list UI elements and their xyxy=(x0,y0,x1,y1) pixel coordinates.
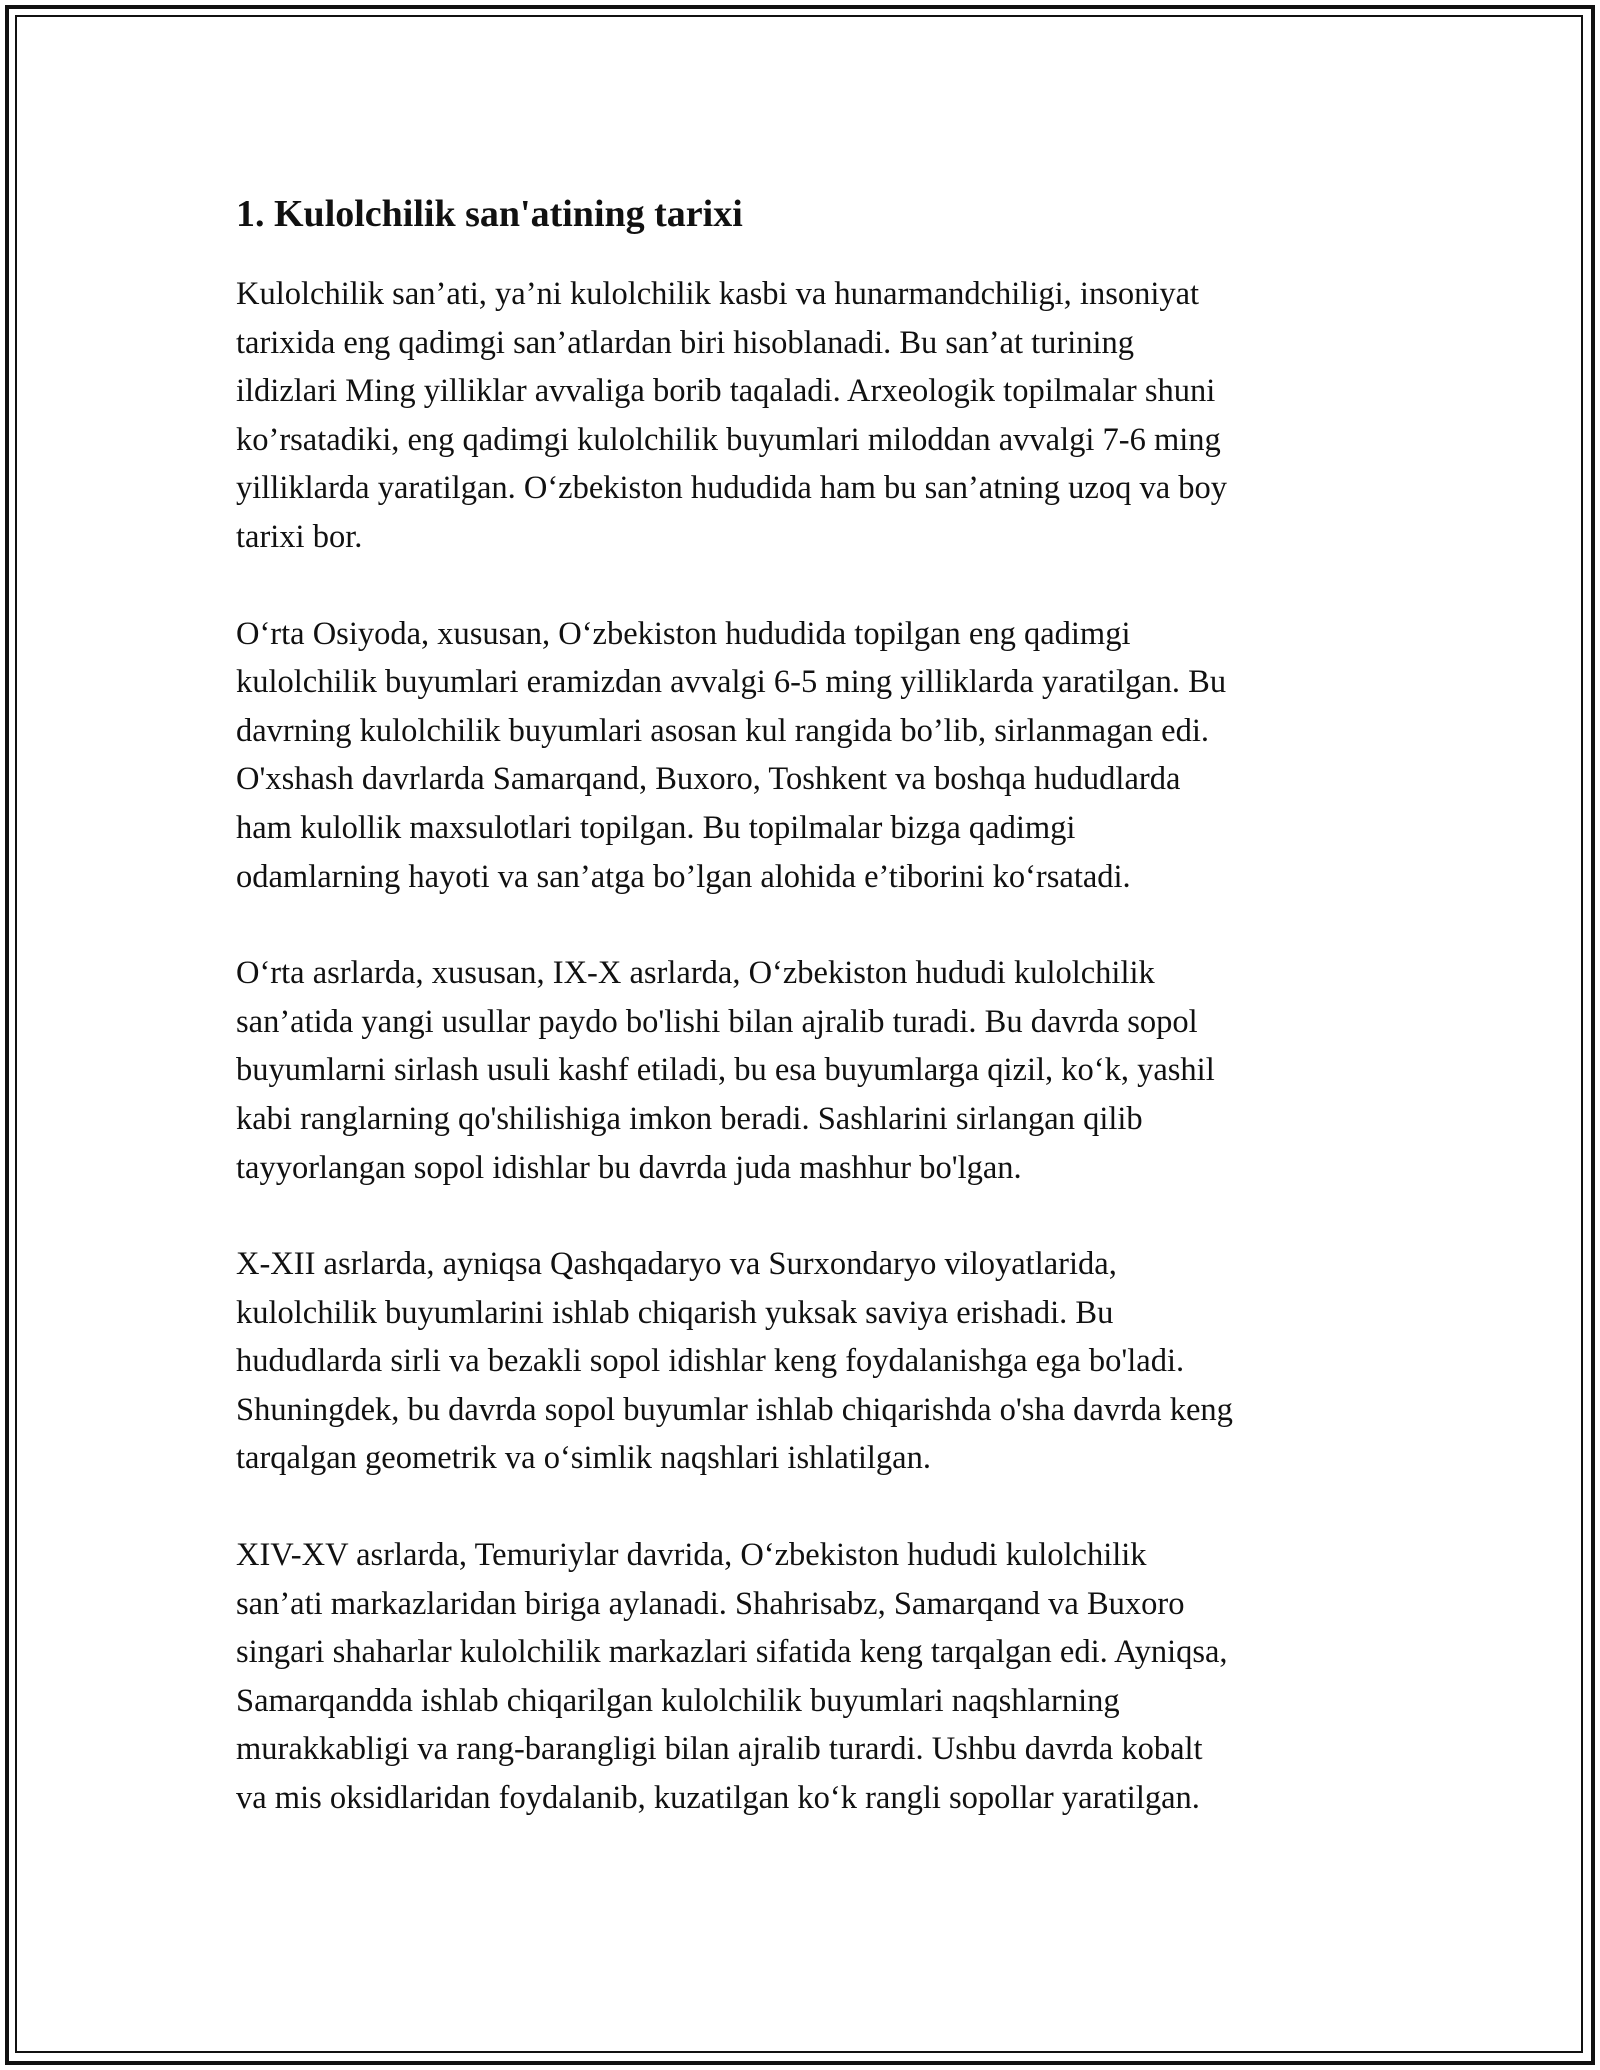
paragraph-2 xyxy=(236,610,1376,902)
text-line: kulolchilik buyumlari eramizdan avvalgi 6-5 ming yilliklarda yaratilgan. Bu xyxy=(236,664,1227,701)
paragraph-4 xyxy=(236,1240,1376,1483)
text-line: san’ati markazlaridan biriga aylanadi. Shahrisabz, Samarqand va Buxoro xyxy=(236,1585,1185,1622)
text-line: kulolchilik buyumlarini ishlab chiqarish yuksak saviya erishadi. Bu xyxy=(236,1294,1114,1331)
text-line: odamlarning hayoti va san’atga bo’lgan alohida e’tiborini ko‘rsatadi. xyxy=(236,858,1131,895)
text-line: O‘rta Osiyoda, xususan, O‘zbekiston hududida topilgan eng qadimgi xyxy=(236,615,1131,652)
paragraph-1 xyxy=(236,270,1376,562)
text-line: hududlarda sirli va bezakli sopol idishlar keng foydalanishga ega bo'ladi. xyxy=(236,1343,1185,1380)
text-line: Samarqandda ishlab chiqarilgan kulolchilik buyumlari naqshlarning xyxy=(236,1682,1120,1719)
text-line: ildizlari Ming yilliklar avvaliga borib taqaladi. Arxeologik topilmalar shuni xyxy=(236,373,1216,410)
text-line: san’atida yangi usullar paydo bo'lishi bilan ajralib turadi. Bu davrda sopol xyxy=(236,1003,1198,1040)
text-line: Kulolchilik san’ati, ya’ni kulolchilik kasbi va hunarmandchiligi, insoniyat xyxy=(236,276,1200,312)
text-line: buyumlarni sirlash usuli kashf etiladi, bu esa buyumlarga qizil, ko‘k, yashil xyxy=(236,1052,1215,1089)
text-line: O‘rta asrlarda, xususan, IX-X asrlarda, O‘zbekiston hududi kulolchilik xyxy=(236,955,1155,992)
text-line: davrning kulolchilik buyumlari asosan kul rangida bo’lib, sirlanmagan edi. xyxy=(236,712,1209,749)
text-line: Shuningdek, bu davrda sopol buyumlar ishlab chiqarishda o'sha davrda keng xyxy=(236,1391,1233,1428)
text-line: XIV-XV asrlarda, Temuriylar davrida, O‘zbekiston hududi kulolchilik xyxy=(236,1537,1147,1574)
text-line: va mis oksidlaridan foydalanib, kuzatilgan ko‘k rangli sopollar yaratilgan. xyxy=(236,1780,1200,1817)
paragraph-5 xyxy=(236,1531,1376,1823)
text-line: tarixida eng qadimgi san’atlardan biri hisoblanadi. Bu san’at turining xyxy=(236,324,1135,361)
text-line: yilliklarda yaratilgan. O‘zbekiston hududida ham bu san’atning uzoq va boy xyxy=(236,470,1227,507)
text-line: ko’rsatadiki, eng qadimgi kulolchilik buyumlari miloddan avvalgi 7-6 ming xyxy=(236,421,1221,458)
document-title: 1. Kulolchilik san'atining tarixi xyxy=(236,193,743,235)
text-line: ham kulollik maxsulotlari topilgan. Bu topilmalar bizga qadimgi xyxy=(236,809,1076,846)
text-line: tayyorlangan sopol idishlar bu davrda juda mashhur bo'lgan. xyxy=(236,1149,1022,1186)
text-line: murakkabligi va rang-barangligi bilan ajralib turardi. Ushbu davrda kobalt xyxy=(236,1731,1203,1768)
text-line: kabi ranglarning qo'shilishiga imkon beradi. Sashlarini sirlangan qilib xyxy=(236,1100,1143,1137)
text-line: O'xshash davrlarda Samarqand, Buxoro, Toshkent va boshqa hududlarda xyxy=(236,761,1181,798)
document-body xyxy=(236,186,1376,1871)
text-line: singari shaharlar kulolchilik markazlari sifatida keng tarqalgan edi. Ayniqsa, xyxy=(236,1634,1228,1671)
text-line: tarixi bor. xyxy=(236,518,363,555)
text-line: X-XII asrlarda, ayniqsa Qashqadaryo va Surxondaryo viloyatlarida, xyxy=(236,1246,1117,1283)
text-line: tarqalgan geometrik va o‘simlik naqshlari ishlatilgan. xyxy=(236,1440,931,1477)
paragraph-3 xyxy=(236,949,1376,1192)
